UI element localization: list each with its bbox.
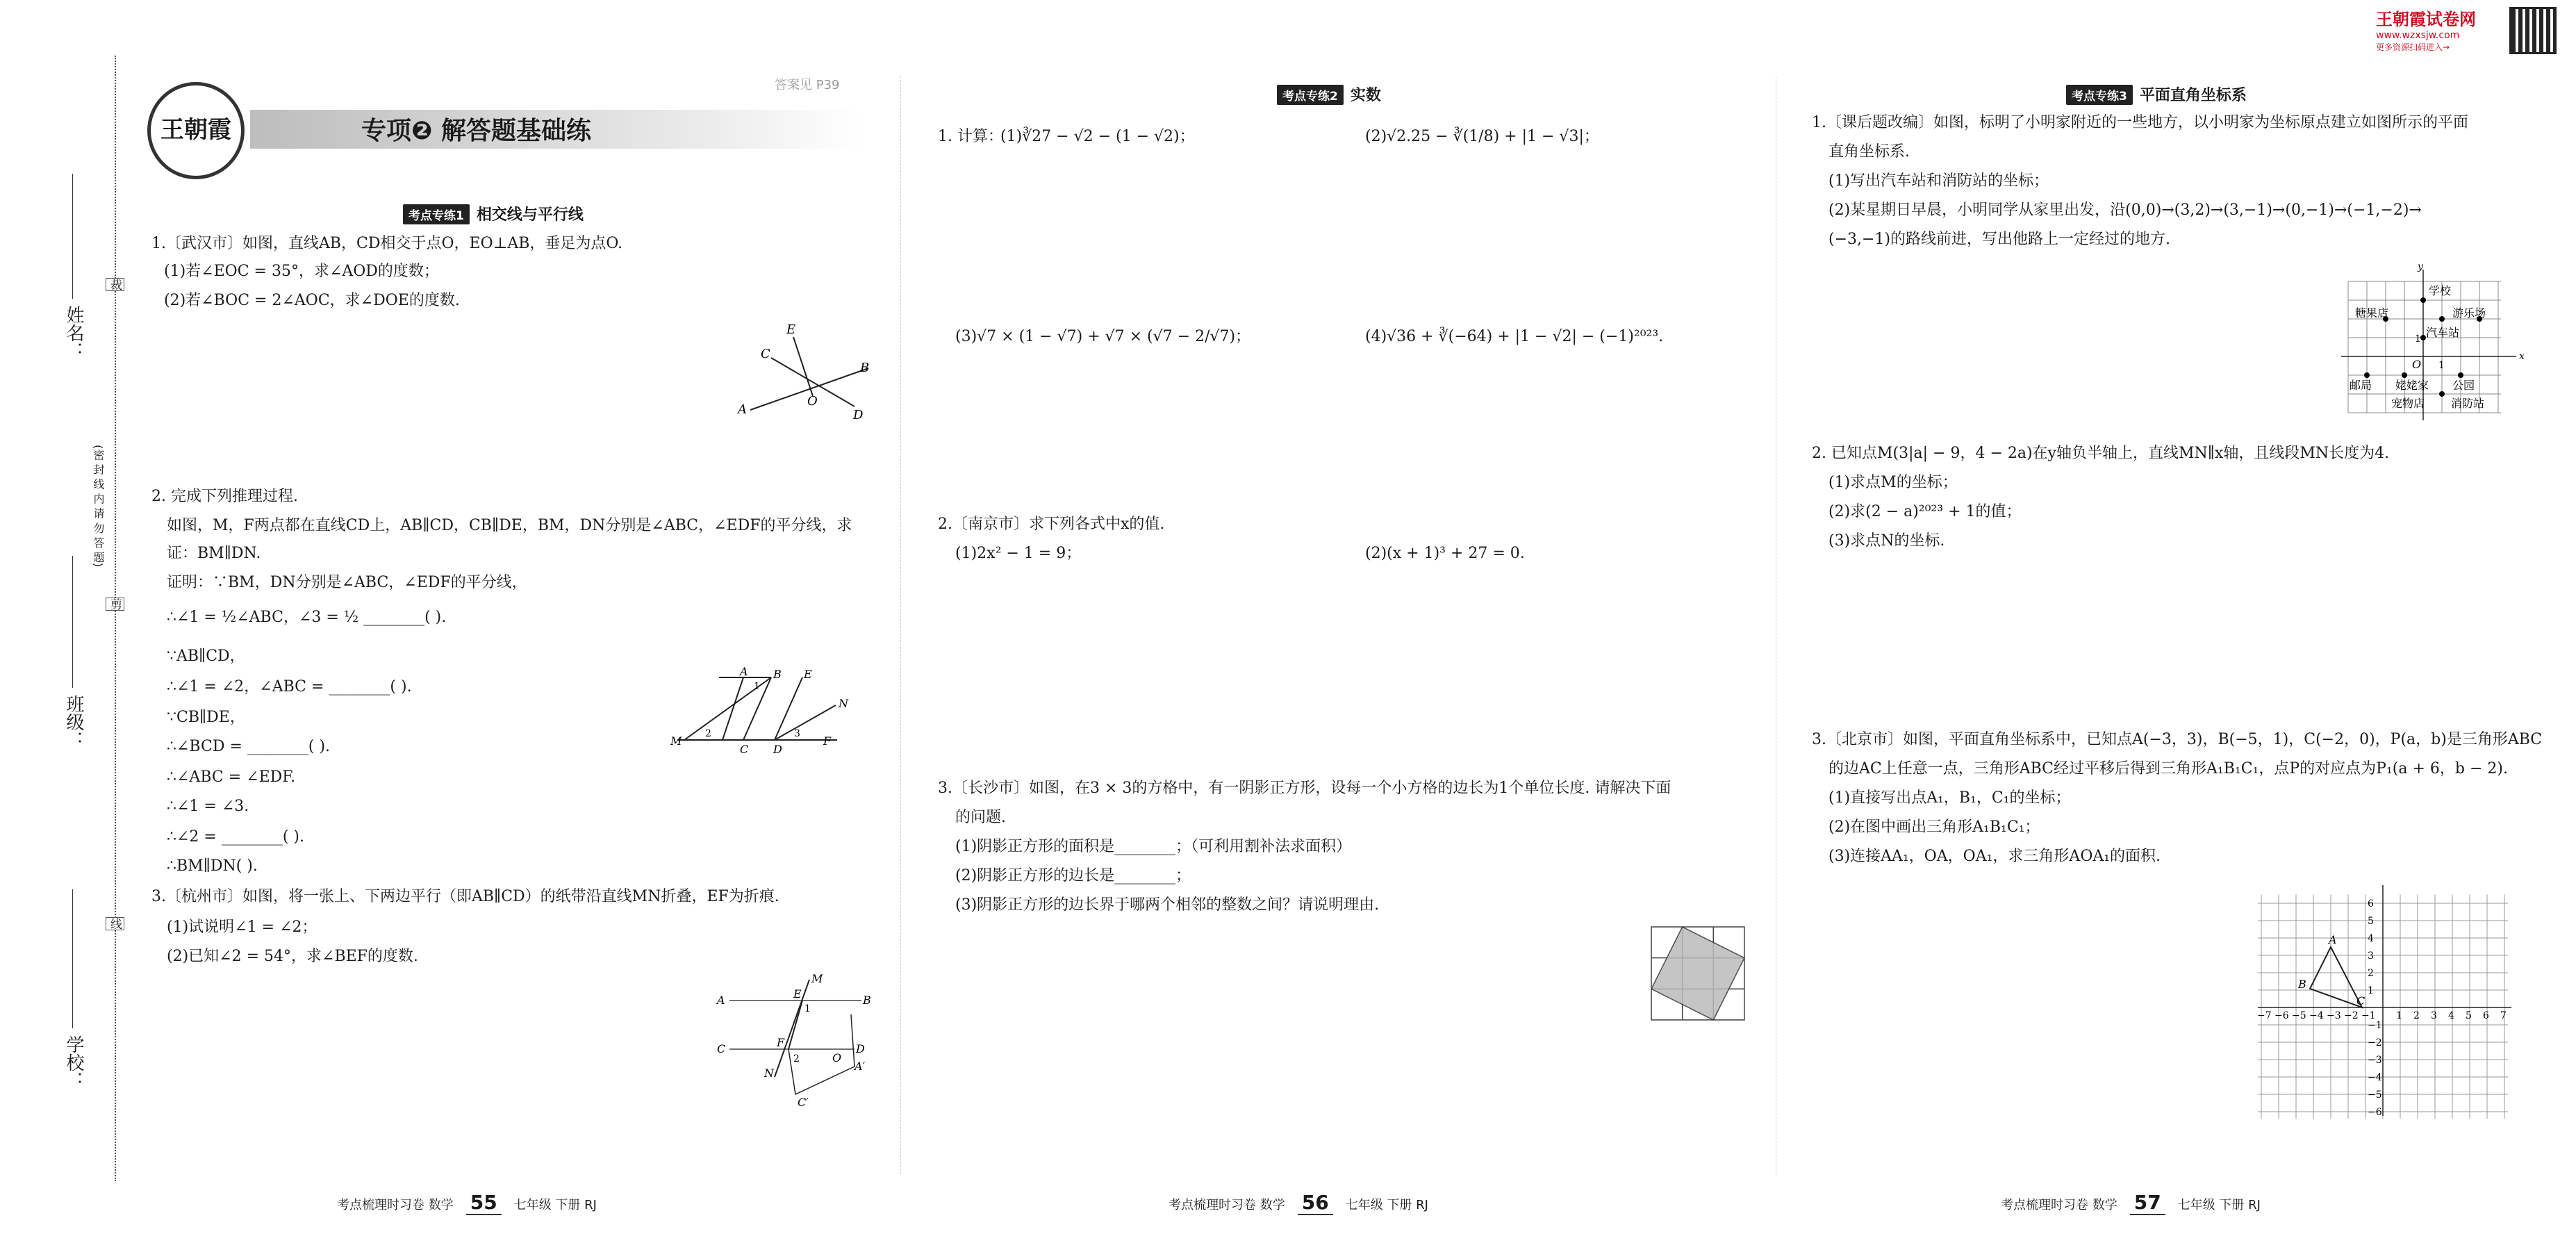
cut-mark-3: 线 [106,917,124,930]
name-line [72,174,73,299]
grid-x-tick: 7 [2500,1010,2507,1021]
p55-q2-line10: ∴∠ABC = ∠EDF. [167,768,296,786]
section-title-3: 平面直角坐标系 [2139,87,2247,104]
grid-y-tick: −2 [2368,1037,2382,1048]
p55-q3-line1: 3.〔杭州市〕如图，将一张上、下两边平行（即AB∥CD）的纸带沿直线MN折叠，EF为折痕. [151,888,779,905]
p55-q2-line9: ∴∠BCD = ________( ). [167,738,331,755]
grid-y-tick: −3 [2368,1055,2382,1066]
fig2-label-e: E [804,668,812,681]
map-label-pet-shop: 宠物店 [2391,397,2425,410]
class-line [72,556,73,688]
p55-q2-line6: ∵AB∥CD， [167,648,245,665]
figure-neighborhood-map [2334,264,2529,424]
map-label-grandma-home: 姥姥家 [2395,379,2429,392]
p56-q1-item2: (2)√2.25 − ∛(1/8) + |1 − √3|； [1365,128,1599,145]
p57-q3-line3: (1)直接写出点A₁，B₁，C₁的坐标； [1828,789,2071,807]
footer-right-57: 七年级 下册 RJ [2177,1198,2261,1212]
fig2-label-m: M [670,734,682,748]
p55-q3-line3: (2)已知∠2 = 54°，求∠BEF的度数. [167,948,418,965]
fig3-label-n: N [764,1067,774,1080]
fig3-label-2: 2 [793,1053,800,1064]
map-label-school: 学校 [2429,284,2452,297]
figure-folded-strip [716,973,875,1112]
grid-x-tick: −4 [2309,1010,2324,1021]
fig2-label-a: A [740,667,748,678]
p56-q3-line1: 3.〔长沙市〕如图，在3 × 3的方格中，有一阴影正方形，设每一个小方格的边长为1个单位长度. 请解决下面 [938,780,1671,797]
p57-q1-line1: 1.〔课后题改编〕如图，标明了小明家附近的一些地方，以小明家为坐标原点建立如图所示的平面 [1812,114,2468,131]
grid-y-tick: 1 [2368,985,2374,996]
map-label-post-office: 邮局 [2350,379,2372,392]
p55-q1-line1: 1.〔武汉市〕如图，直线AB，CD相交于点O，EO⊥AB，垂足为点O. [151,235,623,252]
page-divider-1 [900,76,901,1174]
grid-x-tick: 5 [2466,1010,2472,1021]
fig2-label-c: C [740,743,749,756]
p55-q2-line1: 2. 完成下列推理过程. [151,488,298,505]
fig3-label-c-prime: C′ [798,1096,809,1109]
map-y-one: 1 [2415,334,2421,345]
grid-y-tick: 4 [2368,933,2374,944]
fig2-label-n: N [839,697,848,710]
grid-x-tick: −1 [2361,1010,2376,1021]
p57-q1-line5: (−3,−1)的路线前进，写出他路上一定经过的地方. [1828,231,2171,248]
fig3-label-c: C [717,1042,726,1055]
p56-q3-line5: (3)阴影正方形的边长界于哪两个相邻的整数之间？请说明理由. [955,896,1380,914]
section-tag-2: 考点专练2 [1277,85,1344,105]
map-x-one: 1 [2438,360,2445,371]
p55-q2-line8: ∵CB∥DE， [167,709,245,726]
p55-q2-line11: ∴∠1 = ∠3. [167,798,249,815]
p55-q2-line4: 证明：∵BM，DN分别是∠ABC，∠EDF的平分线， [167,574,527,591]
map-label-playground: 游乐场 [2452,306,2486,320]
footer-page-55 [337,1191,597,1215]
page-title: 专项❷ 解答题基础练 [361,117,592,145]
section-header-3 [2066,83,2247,105]
section-tag-3: 考点专练3 [2066,85,2133,105]
p55-q2-line7: ∴∠1 = ∠2，∠ABC = ________( ). [167,678,412,695]
fig3-label-e: E [793,987,802,1001]
fig2-label-3: 3 [794,728,800,739]
p55-q2-line13: ∴BM∥DN( ). [167,857,258,875]
page-number-56: 56 [1298,1191,1333,1215]
p55-q1-line3: (2)若∠BOC = 2∠AOC，求∠DOE的度数. [164,292,460,309]
grid-y-tick: 6 [2368,898,2374,909]
class-label: 班级： [63,695,84,749]
figure-coordinate-grid [2251,882,2515,1119]
p57-q3-line4: (2)在图中画出三角形A₁B₁C₁； [1828,818,2040,836]
grid-x-tick: −5 [2292,1010,2306,1021]
p56-q2-line3: (2)(x + 1)³ + 27 = 0. [1365,545,1525,562]
fig3-label-m: M [811,973,823,985]
footer-left-55: 考点梳理时习卷 数学 [337,1198,454,1212]
fig3-label-1: 1 [804,1003,811,1014]
fig1-label-b: B [860,361,870,375]
footer-left-57: 考点梳理时习卷 数学 [2001,1198,2117,1212]
section-header-1 [403,203,584,224]
fig2-label-2: 2 [705,728,711,739]
p57-q2-line4: (3)求点N的坐标. [1828,532,1945,550]
p55-q2-line2: 如图，M，F两点都在直线CD上，AB∥CD，CB∥DE，BM，DN分别是∠ABC，∠EDF的平分线，求 [167,517,852,534]
grid-x-tick: 6 [2483,1010,2489,1021]
fig1-label-a: A [738,402,747,417]
school-label: 学校： [63,1035,84,1089]
fig2-label-f: F [823,734,832,748]
p55-q2-line3: 证：BM∥DN. [167,545,261,562]
grid-y-tick: 2 [2368,968,2374,979]
section-title-1: 相交线与平行线 [476,206,584,224]
p57-q1-line2: 直角坐标系. [1828,143,1910,160]
p57-q3-line5: (3)连接AA₁，OA，OA₁，求三角形AOA₁的面积. [1828,848,2161,865]
fig3-label-b: B [863,994,871,1007]
p55-q2-line12: ∴∠2 = ________( ). [167,828,304,846]
brand-url: www.wzxsjw.com [2376,30,2460,41]
map-label-bus-station: 汽车站 [2426,326,2460,339]
section-title-2: 实数 [1350,87,1381,104]
p56-q3-line4: (2)阴影正方形的边长是________； [955,867,1191,884]
fig2-label-d: D [773,743,782,756]
grid-y-tick: −5 [2368,1089,2382,1101]
fig3-label-f: F [777,1036,785,1049]
footer-page-57 [2001,1191,2261,1215]
grid-x-tick: 3 [2431,1010,2437,1021]
fig2-label-b: B [773,668,782,681]
p55-q2-line5: ∴∠1 = ½∠ABC，∠3 = ½ ________( ). [167,609,447,626]
p56-q3-line3: (1)阴影正方形的面积是________；（可利用割补法求面积） [955,838,1352,855]
map-x-axis: x [2519,351,2525,362]
map-label-park: 公园 [2452,379,2475,392]
map-label-fire-station: 消防站 [2451,397,2485,410]
logo-text: 王朝霞 [160,116,231,144]
p55-q1-line2: (1)若∠EOC = 35°，求∠AOD的度数； [164,263,439,280]
p56-q1-item3: (3)√7 × (1 − √7) + √7 × (√7 − 2/√7)； [955,328,1251,345]
fig3-label-d: D [856,1042,865,1055]
grid-y-tick: −1 [2368,1020,2382,1031]
grid-point-b: B [2298,978,2306,991]
p55-q3-line2: (1)试说明∠1 = ∠2； [167,919,317,936]
grid-y-tick: 3 [2368,950,2374,962]
school-line [72,889,73,1028]
binding-line [115,56,116,1181]
map-origin: O [2412,358,2422,371]
p57-q2-line2: (1)求点M的坐标； [1828,474,1958,491]
footer-page-56 [1169,1191,1428,1215]
fig3-label-a-prime: A′ [854,1060,866,1073]
name-label: 姓名： [63,306,84,360]
footer-right-56: 七年级 下册 RJ [1345,1198,1428,1212]
fig1-label-c: C [761,347,770,361]
fig3-label-o: O [832,1051,842,1064]
map-y-axis: y [2418,264,2423,272]
cut-mark-1: 裁 [106,278,124,291]
fig1-label-o: O [807,394,818,409]
section-header-2 [1277,83,1381,105]
grid-x-tick: −6 [2274,1010,2289,1021]
p57-q3-line1: 3.〔北京市〕如图，平面直角坐标系中，已知点A(−3，3)，B(−5，1)，C(−2，0)，P(a，b)是三角形ABC [1812,731,2543,748]
grid-point-c: C [2356,994,2366,1007]
grid-point-a: A [2329,933,2337,946]
grid-x-tick: 2 [2413,1010,2420,1021]
p57-q2-line1: 2. 已知点M(3|a| − 9，4 − 2a)在y轴负半轴上，直线MN∥x轴，且线段MN长度为4. [1812,445,2390,462]
map-label-candy-shop: 糖果店 [2355,306,2389,320]
section-tag-1: 考点专练1 [403,204,470,224]
p56-q2-line1: 2.〔南京市〕求下列各式中x的值. [938,516,1165,533]
figure-intersecting-lines [736,316,875,427]
fig2-label-1: 1 [754,681,760,692]
grid-y-tick: −4 [2368,1072,2382,1083]
p56-q2-line2: (1)2x² − 1 = 9； [955,545,1082,562]
fig1-label-d: D [853,408,864,422]
grid-x-tick: −7 [2257,1010,2272,1021]
seal-note: (密 封 线 内 请 勿 答 题) [92,445,105,568]
cut-mark-2: 剪 [106,598,124,611]
p56-q1-lead: 1. 计算： [938,128,1003,145]
p57-q2-line3: (2)求(2 − a)²⁰²³ + 1的值； [1828,503,2022,520]
figure-shaded-square-grid [1650,925,1747,1023]
grid-x-tick: −2 [2344,1010,2359,1021]
figure-parallel-lines [670,667,858,757]
p57-q3-line2: 的边AC上任意一点，三角形ABC经过平移后得到三角形A₁B₁C₁，点P的对应点为P₁(a + 6，b − 2). [1828,760,2508,777]
footer-left-56: 考点梳理时习卷 数学 [1169,1198,1285,1212]
p56-q1-item4: (4)√36 + ∛(−64) + |1 − √2| − (−1)²⁰²³. [1365,328,1664,345]
p56-q3-line2: 的问题. [955,809,1006,826]
footer-right-55: 七年级 下册 RJ [513,1198,597,1212]
p57-q1-line4: (2)某星期日早晨，小明同学从家里出发，沿(0,0)→(3,2)→(3,−1)→(0,−1)→(−1,−2)→ [1828,201,2422,219]
grid-x-tick: 1 [2396,1010,2402,1021]
page-number-55: 55 [466,1191,502,1215]
grid-y-tick: −6 [2368,1107,2382,1118]
grid-x-tick: 4 [2448,1010,2454,1021]
p56-q1-item1: (1)∛27 − √2 − (1 − √2)； [1000,128,1195,145]
fig1-label-e: E [786,322,796,337]
page-number-57: 57 [2130,1191,2165,1215]
brand-sub: 更多资源扫码进入→ [2376,42,2450,52]
brand-name: 王朝霞试卷网 [2376,10,2476,29]
grid-y-tick: 5 [2368,916,2374,927]
fig3-label-a: A [717,994,725,1007]
qr-code-icon [2509,7,2557,54]
p57-q1-line3: (1)写出汽车站和消防站的坐标； [1828,172,2049,190]
answer-ref: 答案见 P39 [775,78,840,92]
grid-x-tick: −3 [2327,1010,2341,1021]
logo-badge [147,82,245,179]
